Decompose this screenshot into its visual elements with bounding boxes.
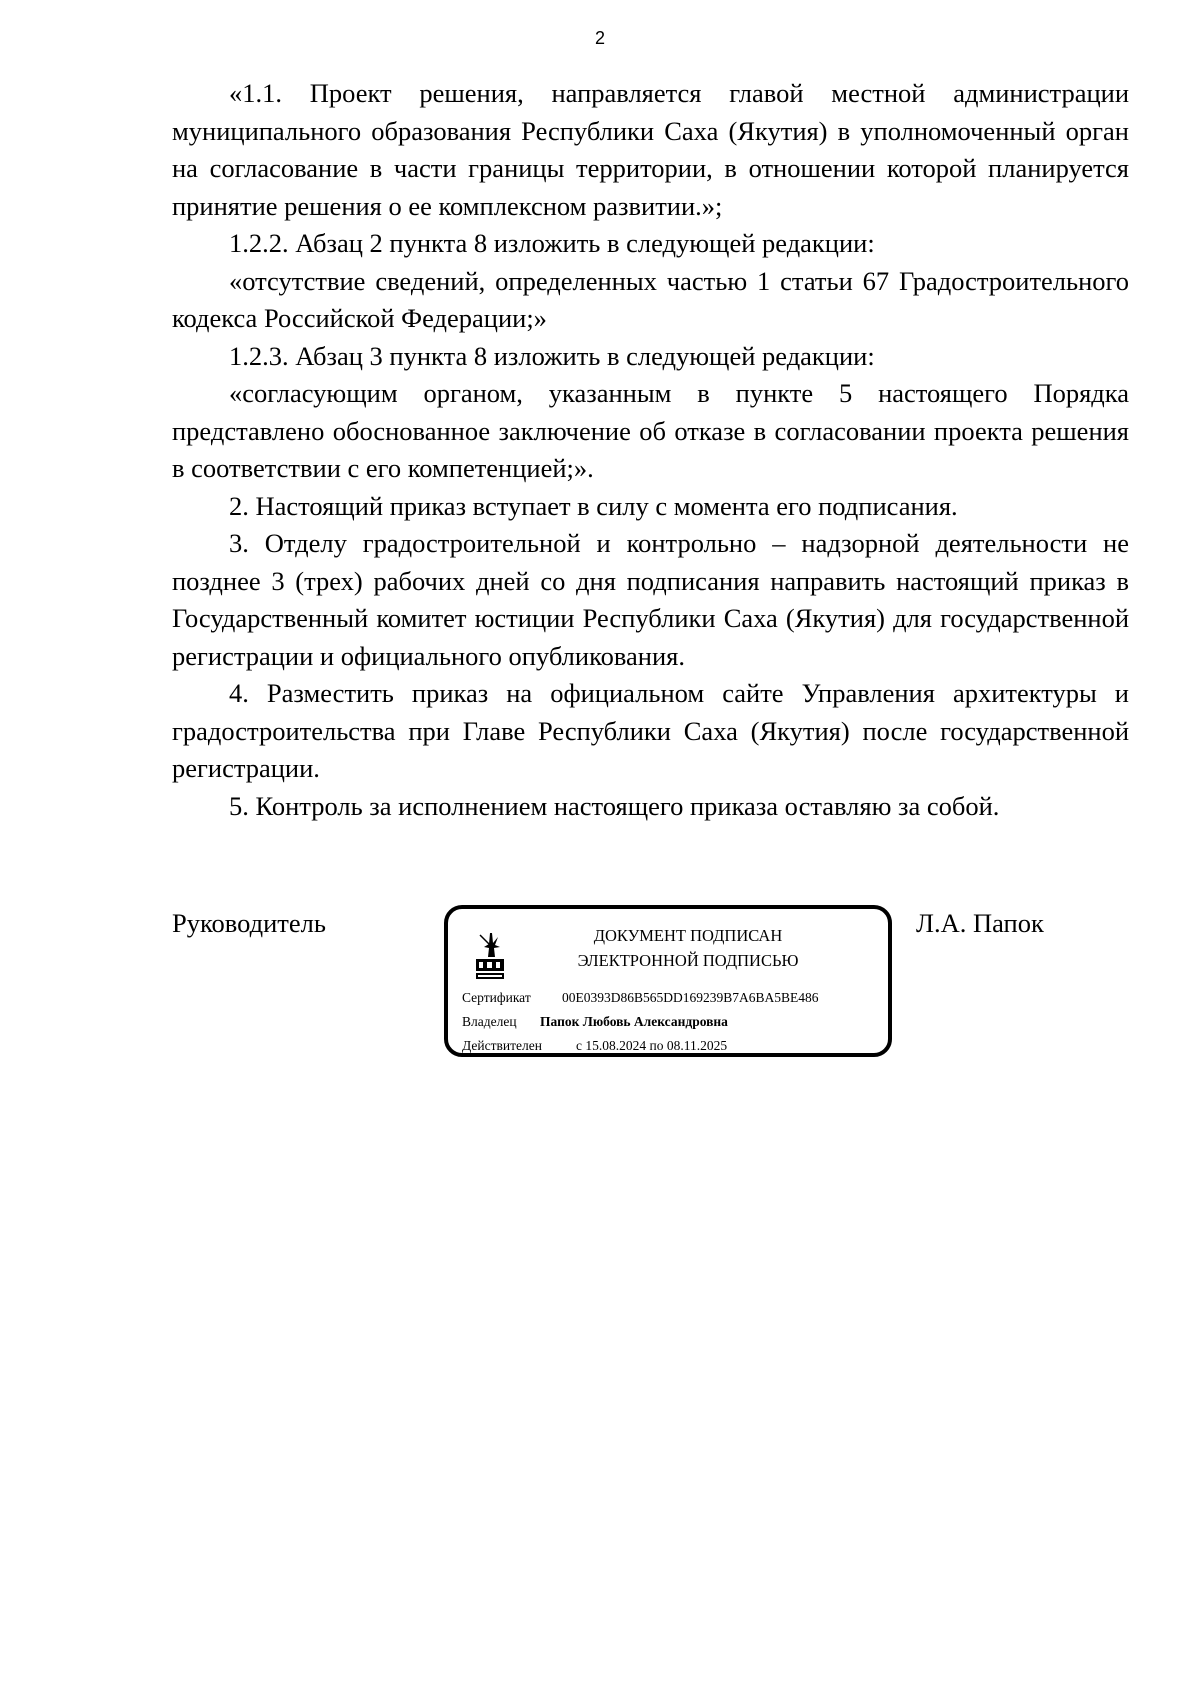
- owner-label: Владелец: [462, 1014, 517, 1029]
- paragraph: 1.2.2. Абзац 2 пункта 8 изложить в следующей редакции:: [229, 228, 875, 258]
- certificate-value: 00E0393D86B565DD169239B7A6BA5BE486: [562, 990, 819, 1005]
- paragraph: 4. Разместить приказ на официальном сайте Управления архитектуры и градостроительства при Главе Республики Саха (Якутия) после государственной регистрации.: [172, 678, 1129, 783]
- signature-block: [172, 905, 1129, 1075]
- paragraph: 2. Настоящий приказ вступает в силу с момента его подписания.: [229, 490, 958, 521]
- validity-value: с 15.08.2024 по 08.11.2025: [576, 1038, 728, 1053]
- stamp-title: [538, 923, 838, 973]
- page-number: 2: [594, 28, 605, 48]
- paragraph: «согласующим органом, указанным в пункте 5 настоящего Порядка представлено обоснованное заключение об отказе в согласовании проекта решения в соответствии с его компетенцией;».: [172, 378, 1129, 483]
- certificate-row: [462, 989, 819, 1007]
- document-body: [172, 75, 1129, 825]
- validity-label: Действителен: [462, 1038, 542, 1053]
- paragraph: 1.2.3. Абзац 3 пункта 8 изложить в следующей редакции:: [229, 340, 875, 371]
- owner-row: [462, 1013, 728, 1031]
- validity-row: [462, 1037, 727, 1055]
- owner-value: Папок Любовь Александровна: [540, 1014, 728, 1029]
- paragraph: 3. Отделу градостроительной и контрольно – надзорной деятельности не позднее 3 (трех) рабочих дней со дня подписания направить настоящий приказ в Государственный комитет юстиции Республики Саха (Якутия) для государственной регистрации и официального опубликования.: [172, 528, 1129, 671]
- paragraph: «1.1. Проект решения, направляется главой местной администрации муниципального образования Республики Саха (Якутия) в уполномоченный орган на согласование в части границы территории, в отношении которой планируется принятие решения о ее комплексном развитии.»;: [172, 78, 1129, 221]
- stamp-title-line: ДОКУМЕНТ ПОДПИСАН: [593, 926, 783, 945]
- certificate-label: Сертификат: [462, 990, 531, 1005]
- victory-emblem-icon: [474, 929, 508, 985]
- paragraph: «отсутствие сведений, определенных частью 1 статьи 67 Градостроительного кодекса Российской Федерации;»: [172, 265, 1129, 333]
- paragraph: 5. Контроль за исполнением настоящего приказа оставляю за собой.: [229, 790, 1000, 821]
- stamp-title-line: ЭЛЕКТРОННОЙ ПОДПИСЬЮ: [577, 951, 799, 970]
- signer-name: Л.А. Папок: [916, 908, 1044, 938]
- electronic-signature-stamp: [444, 905, 892, 1057]
- signer-role: Руководитель: [172, 908, 326, 938]
